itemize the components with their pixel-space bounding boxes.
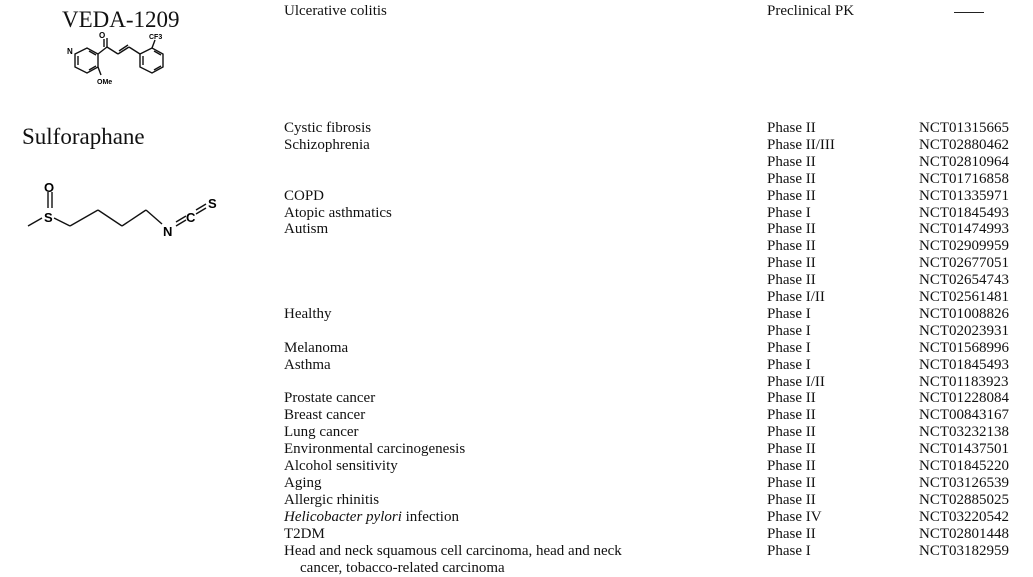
phase-cell: Phase II: [767, 424, 816, 441]
trial-id-cell: NCT01845493: [919, 204, 1009, 221]
phase-cell: Phase I: [767, 305, 811, 322]
drug-name-sulforaphane: Sulforaphane: [22, 124, 145, 149]
indication-line: cancer, tobacco-related carcinoma: [300, 559, 505, 576]
phase-cell: Phase II/III: [767, 136, 835, 153]
trial-id-cell: NCT01335971: [919, 187, 1009, 204]
trial-id-cell: NCT01474993: [919, 221, 1009, 238]
phase-cell: Phase II: [767, 491, 816, 508]
drug-name-veda-1209: VEDA-1209: [62, 7, 180, 32]
phase-cell: Phase II: [767, 238, 816, 255]
phase-cell: Phase II: [767, 272, 816, 289]
indication-cell: Breast cancer: [284, 407, 366, 424]
atom-label: N: [67, 47, 73, 56]
indication-cell: T2DM: [284, 525, 325, 542]
trial-id-cell: NCT01315665: [919, 120, 1009, 136]
trial-id-cell: NCT02654743: [919, 272, 1009, 289]
indication-italic: Helicobacter pylori: [284, 508, 402, 525]
atom-label: CF3: [149, 34, 163, 41]
phase-cell: Phase II: [767, 187, 816, 204]
phase-cell: Phase II: [767, 407, 816, 424]
trial-id-cell: NCT02880462: [919, 136, 1009, 153]
indication-cell: [284, 509, 459, 526]
trial-id-cell: NCT03182959: [919, 542, 1009, 559]
indication-cell: Allergic rhinitis: [284, 491, 380, 508]
trial-id-cell: NCT02885025: [919, 491, 1009, 508]
trial-id-cell: NCT02810964: [919, 153, 1009, 170]
phase-cell: Phase I: [767, 322, 811, 339]
indication-rest: infection: [401, 508, 459, 525]
trial-id-cell: NCT02023931: [919, 322, 1009, 339]
phase-cell: Preclinical PK: [767, 3, 855, 19]
trial-id-cell: NCT02909959: [919, 238, 1009, 255]
phase-cell: Phase II: [767, 525, 816, 542]
indication-cell: Melanoma: [284, 339, 349, 356]
phase-cell: Phase I: [767, 204, 811, 221]
indication-cell: [284, 543, 684, 577]
phase-cell: Phase II: [767, 390, 816, 407]
indication-cell: Healthy: [284, 305, 332, 322]
trial-id-cell: NCT01716858: [919, 170, 1009, 187]
indication-cell: Alcohol sensitivity: [284, 458, 398, 474]
phase-cell: Phase II: [767, 153, 816, 170]
phase-cell: Phase I/II: [767, 289, 825, 305]
phase-cell: Phase II: [767, 474, 816, 491]
phase-cell: Phase I: [767, 356, 811, 373]
phase-cell: Phase I/II: [767, 373, 825, 390]
indication-cell: Prostate cancer: [284, 390, 376, 407]
indication-cell: Environmental carcinogenesis: [284, 441, 466, 458]
phase-cell: Phase II: [767, 458, 816, 474]
atom-label: N: [163, 224, 173, 239]
atom-label: S: [208, 196, 217, 211]
phase-cell: Phase II: [767, 221, 816, 238]
sulforaphane-structure-image: [22, 178, 232, 242]
trial-id-cell: NCT02561481: [919, 289, 1009, 305]
atom-label: S: [44, 210, 53, 225]
trial-id-cell: NCT03220542: [919, 508, 1009, 525]
phase-cell: Phase IV: [767, 508, 822, 525]
atom-label: O: [44, 180, 55, 195]
trial-id-cell: NCT03126539: [919, 474, 1009, 491]
atom-label: C: [186, 210, 196, 225]
atom-label: OMe: [97, 79, 113, 86]
indication-cell: Lung cancer: [284, 424, 359, 441]
trial-id-cell: NCT03232138: [919, 424, 1009, 441]
phase-cell: Phase II: [767, 441, 816, 458]
indication-cell: Cystic fibrosis: [284, 120, 372, 136]
phase-cell: Phase I: [767, 542, 811, 559]
trial-id-cell: NCT01437501: [919, 441, 1009, 458]
indication-cell: Atopic asthmatics: [284, 204, 392, 221]
trial-id-cell: NCT01183923: [919, 373, 1009, 390]
trial-id-cell: NCT01845493: [919, 356, 1009, 373]
trial-id-cell: NCT01008826: [919, 305, 1009, 322]
phase-cell: Phase I: [767, 339, 811, 356]
indication-cell: Asthma: [284, 356, 331, 373]
indication-cell: COPD: [284, 187, 325, 204]
trial-id-cell: NCT01568996: [919, 339, 1009, 356]
trial-id-cell: NCT02801448: [919, 525, 1009, 542]
indication-cell: Aging: [284, 474, 322, 491]
indication-cell: Autism: [284, 221, 329, 238]
phase-cell: Phase II: [767, 255, 816, 272]
trial-id-cell: NCT00843167: [919, 407, 1009, 424]
trial-id-cell: NCT01228084: [919, 390, 1009, 407]
trial-id-cell: NCT01845220: [919, 458, 1009, 474]
indication-cell: Ulcerative colitis: [284, 3, 387, 19]
empty-id-dash: [954, 12, 984, 13]
phase-cell: Phase II: [767, 170, 816, 187]
indication-line: Head and neck squamous cell carcinoma, head and neck: [284, 542, 622, 559]
phase-cell: Phase II: [767, 120, 816, 136]
veda-1209-structure-image: [55, 30, 185, 92]
trial-id-cell: NCT02677051: [919, 255, 1009, 272]
atom-label: O: [99, 31, 106, 40]
indication-cell: Schizophrenia: [284, 136, 370, 153]
